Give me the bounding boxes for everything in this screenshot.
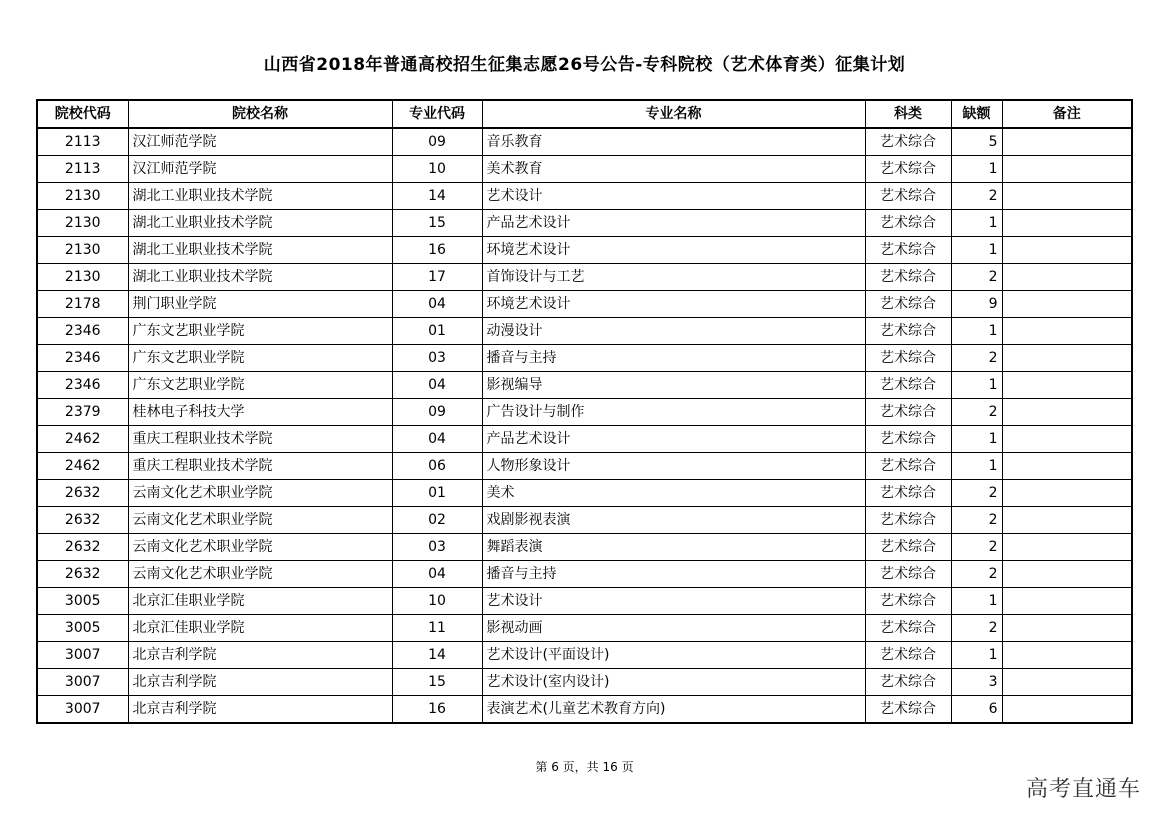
cell-school-name: 荆门职业学院 [128,291,392,318]
cell-category: 艺术综合 [865,426,951,453]
table-row [37,588,1132,615]
cell-remarks [1002,588,1132,615]
cell-school-code: 2113 [37,156,128,183]
cell-vacancy: 2 [951,507,1002,534]
cell-vacancy: 2 [951,534,1002,561]
cell-school-name: 北京吉利学院 [128,696,392,724]
cell-vacancy: 2 [951,480,1002,507]
header-school-name: 院校名称 [128,100,392,128]
cell-vacancy: 2 [951,345,1002,372]
cell-category: 艺术综合 [865,345,951,372]
table-header [37,100,1132,128]
cell-school-code: 2346 [37,318,128,345]
cell-school-code: 2130 [37,237,128,264]
cell-major-name: 艺术设计 [482,588,865,615]
cell-school-code: 3007 [37,669,128,696]
cell-school-code: 2462 [37,426,128,453]
cell-school-code: 2632 [37,534,128,561]
cell-school-name: 北京汇佳职业学院 [128,588,392,615]
header-major-code: 专业代码 [392,100,482,128]
cell-category: 艺术综合 [865,264,951,291]
cell-vacancy: 1 [951,237,1002,264]
watermark-text: 高考直通车 [1025,777,1141,802]
table-body [37,128,1132,723]
cell-major-code: 03 [392,534,482,561]
cell-major-name: 人物形象设计 [482,453,865,480]
cell-major-code: 03 [392,345,482,372]
table-row [37,183,1132,210]
cell-school-code: 3007 [37,642,128,669]
cell-category: 艺术综合 [865,183,951,210]
cell-major-name: 艺术设计(室内设计) [482,669,865,696]
cell-vacancy: 1 [951,426,1002,453]
cell-major-code: 10 [392,588,482,615]
cell-major-code: 16 [392,696,482,724]
enrollment-plan-table [36,99,1133,724]
table-row [37,480,1132,507]
cell-major-code: 04 [392,291,482,318]
cell-major-code: 14 [392,183,482,210]
document-title: 山西省2018年普通高校招生征集志愿26号公告-专科院校（艺术体育类）征集计划 [263,55,906,75]
cell-remarks [1002,183,1132,210]
cell-school-code: 2178 [37,291,128,318]
table-row [37,237,1132,264]
cell-category: 艺术综合 [865,156,951,183]
cell-category: 艺术综合 [865,534,951,561]
cell-category: 艺术综合 [865,318,951,345]
table-row [37,291,1132,318]
cell-school-name: 云南文化艺术职业学院 [128,534,392,561]
cell-category: 艺术综合 [865,210,951,237]
cell-category: 艺术综合 [865,480,951,507]
cell-vacancy: 1 [951,588,1002,615]
cell-school-code: 2462 [37,453,128,480]
cell-vacancy: 1 [951,318,1002,345]
table-row [37,426,1132,453]
cell-major-code: 02 [392,507,482,534]
table-row [37,372,1132,399]
cell-school-code: 2346 [37,345,128,372]
cell-category: 艺术综合 [865,615,951,642]
cell-vacancy: 1 [951,156,1002,183]
table-row [37,318,1132,345]
cell-major-name: 环境艺术设计 [482,237,865,264]
cell-major-name: 产品艺术设计 [482,426,865,453]
table-row [37,615,1132,642]
cell-remarks [1002,615,1132,642]
cell-remarks [1002,669,1132,696]
cell-major-name: 播音与主持 [482,345,865,372]
cell-remarks [1002,264,1132,291]
header-major-name: 专业名称 [482,100,865,128]
table-row [37,669,1132,696]
cell-major-name: 影视编导 [482,372,865,399]
cell-major-name: 动漫设计 [482,318,865,345]
cell-school-name: 重庆工程职业技术学院 [128,453,392,480]
cell-category: 艺术综合 [865,588,951,615]
table-row [37,156,1132,183]
cell-school-name: 湖北工业职业技术学院 [128,237,392,264]
table-row [37,696,1132,724]
cell-major-name: 表演艺术(儿童艺术教育方向) [482,696,865,724]
cell-school-name: 北京吉利学院 [128,669,392,696]
cell-major-code: 11 [392,615,482,642]
table-row [37,399,1132,426]
cell-school-code: 2130 [37,210,128,237]
cell-remarks [1002,128,1132,156]
cell-remarks [1002,426,1132,453]
cell-remarks [1002,480,1132,507]
table-row [37,561,1132,588]
cell-school-name: 湖北工业职业技术学院 [128,264,392,291]
header-row [37,100,1132,128]
cell-school-name: 湖北工业职业技术学院 [128,210,392,237]
cell-vacancy: 9 [951,291,1002,318]
cell-remarks [1002,534,1132,561]
cell-major-code: 15 [392,669,482,696]
cell-school-code: 3005 [37,588,128,615]
cell-remarks [1002,507,1132,534]
cell-vacancy: 3 [951,669,1002,696]
table-row [37,507,1132,534]
table-row [37,534,1132,561]
cell-category: 艺术综合 [865,128,951,156]
cell-remarks [1002,156,1132,183]
cell-major-name: 播音与主持 [482,561,865,588]
cell-school-name: 广东文艺职业学院 [128,372,392,399]
cell-vacancy: 1 [951,372,1002,399]
cell-major-name: 艺术设计 [482,183,865,210]
header-category: 科类 [865,100,951,128]
cell-remarks [1002,237,1132,264]
cell-school-code: 2130 [37,183,128,210]
cell-remarks [1002,318,1132,345]
cell-major-name: 首饰设计与工艺 [482,264,865,291]
cell-school-name: 北京吉利学院 [128,642,392,669]
cell-vacancy: 1 [951,453,1002,480]
cell-category: 艺术综合 [865,237,951,264]
cell-major-code: 04 [392,426,482,453]
header-school-code: 院校代码 [37,100,128,128]
cell-school-name: 汉江师范学院 [128,128,392,156]
table-row [37,345,1132,372]
cell-school-code: 2130 [37,264,128,291]
cell-major-name: 环境艺术设计 [482,291,865,318]
cell-major-name: 戏剧影视表演 [482,507,865,534]
cell-school-code: 2113 [37,128,128,156]
cell-major-name: 美术 [482,480,865,507]
cell-category: 艺术综合 [865,399,951,426]
header-remarks: 备注 [1002,100,1132,128]
cell-major-code: 04 [392,561,482,588]
cell-school-name: 湖北工业职业技术学院 [128,183,392,210]
cell-school-name: 云南文化艺术职业学院 [128,561,392,588]
cell-school-name: 云南文化艺术职业学院 [128,480,392,507]
cell-remarks [1002,453,1132,480]
cell-vacancy: 1 [951,210,1002,237]
cell-remarks [1002,399,1132,426]
cell-remarks [1002,561,1132,588]
cell-school-name: 桂林电子科技大学 [128,399,392,426]
cell-school-code: 2346 [37,372,128,399]
cell-category: 艺术综合 [865,291,951,318]
cell-major-name: 舞蹈表演 [482,534,865,561]
cell-major-code: 06 [392,453,482,480]
cell-school-name: 云南文化艺术职业学院 [128,507,392,534]
cell-major-code: 10 [392,156,482,183]
cell-major-code: 16 [392,237,482,264]
cell-major-code: 04 [392,372,482,399]
cell-category: 艺术综合 [865,696,951,724]
cell-category: 艺术综合 [865,507,951,534]
table-row [37,264,1132,291]
cell-remarks [1002,291,1132,318]
cell-category: 艺术综合 [865,669,951,696]
cell-school-name: 广东文艺职业学院 [128,345,392,372]
cell-vacancy: 2 [951,561,1002,588]
header-vacancy: 缺额 [951,100,1002,128]
cell-major-name: 影视动画 [482,615,865,642]
table-row [37,210,1132,237]
table-row [37,642,1132,669]
cell-major-code: 09 [392,399,482,426]
cell-vacancy: 2 [951,264,1002,291]
cell-major-name: 美术教育 [482,156,865,183]
cell-major-code: 17 [392,264,482,291]
cell-major-code: 15 [392,210,482,237]
cell-school-name: 广东文艺职业学院 [128,318,392,345]
cell-vacancy: 2 [951,399,1002,426]
cell-school-code: 3007 [37,696,128,724]
cell-remarks [1002,210,1132,237]
cell-vacancy: 6 [951,696,1002,724]
cell-remarks [1002,372,1132,399]
cell-major-code: 09 [392,128,482,156]
cell-major-name: 艺术设计(平面设计) [482,642,865,669]
cell-vacancy: 2 [951,183,1002,210]
cell-school-code: 2379 [37,399,128,426]
cell-category: 艺术综合 [865,372,951,399]
table-row [37,128,1132,156]
cell-vacancy: 1 [951,642,1002,669]
page-footer: 第 6 页，共 16 页 [535,760,634,774]
table-row [37,453,1132,480]
cell-category: 艺术综合 [865,453,951,480]
cell-remarks [1002,696,1132,724]
cell-school-name: 重庆工程职业技术学院 [128,426,392,453]
cell-school-name: 北京汇佳职业学院 [128,615,392,642]
cell-school-code: 2632 [37,561,128,588]
cell-major-code: 01 [392,318,482,345]
cell-major-code: 14 [392,642,482,669]
cell-major-name: 产品艺术设计 [482,210,865,237]
cell-vacancy: 2 [951,615,1002,642]
cell-major-name: 音乐教育 [482,128,865,156]
cell-school-code: 2632 [37,507,128,534]
cell-category: 艺术综合 [865,561,951,588]
cell-school-code: 2632 [37,480,128,507]
cell-remarks [1002,642,1132,669]
cell-school-name: 汉江师范学院 [128,156,392,183]
cell-remarks [1002,345,1132,372]
cell-category: 艺术综合 [865,642,951,669]
cell-school-code: 3005 [37,615,128,642]
cell-major-name: 广告设计与制作 [482,399,865,426]
cell-vacancy: 5 [951,128,1002,156]
cell-major-code: 01 [392,480,482,507]
